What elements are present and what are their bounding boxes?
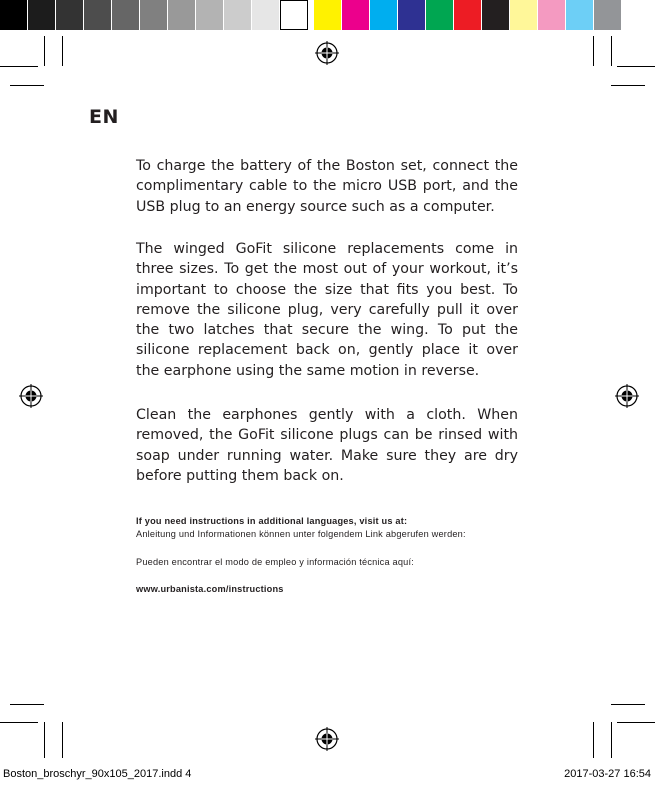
instructions-url[interactable]: www.urbanista.com/instructions [136,584,284,594]
paragraph-text: To charge the battery of the Boston set, connect the complimentary cable to the micro USB port, and the USB plug to an energy source such as a computer. [136,158,518,215]
crop-mark [62,36,63,66]
color-swatch [454,0,482,30]
registration-mark-icon [315,727,339,751]
gray-swatch [84,0,112,30]
instructions-german: Anleitung und Informationen können unter folgendem Link abgerufen werden: [136,529,466,539]
gray-swatch [0,0,28,30]
color-swatch [482,0,510,30]
crop-mark [617,66,655,67]
crop-mark [593,36,594,66]
color-swatch [370,0,398,30]
crop-mark [611,36,612,66]
slug-filename: Boston_broschyr_90x105_2017.indd 4 [3,768,192,780]
gray-swatch [224,0,252,30]
color-swatch [342,0,370,30]
color-swatch [594,0,622,30]
silicone-paragraph [136,239,518,381]
crop-mark [0,66,38,67]
registration-mark-icon [19,384,43,408]
registration-mark-icon [315,41,339,65]
instructions-spanish: Pueden encontrar el modo de empleo y información técnica aquí: [136,557,414,567]
gray-swatch [28,0,56,30]
printer-color-bar [0,0,622,30]
crop-mark [44,36,45,66]
crop-mark [62,722,63,758]
gray-swatch [140,0,168,30]
crop-mark [617,722,655,723]
crop-mark [10,85,44,86]
color-swatch [510,0,538,30]
crop-mark [44,722,45,758]
charging-paragraph [136,156,518,217]
language-heading: EN [89,106,119,128]
gray-swatch [112,0,140,30]
color-swatch [398,0,426,30]
crop-mark [593,722,594,758]
crop-mark [611,704,645,705]
instructions-heading: If you need instructions in additional languages, visit us at: [136,516,408,526]
crop-mark [611,722,612,758]
color-swatch [566,0,594,30]
crop-mark [611,85,645,86]
gray-swatch [196,0,224,30]
paragraph-text: Clean the earphones gently with a cloth. When removed, the GoFit silicone plugs can be rinsed with soap under running water. Make sure they are dry before putting them back on. [136,407,518,484]
color-swatch [538,0,566,30]
registration-mark-icon [615,384,639,408]
crop-mark [0,722,38,723]
gray-swatch [168,0,196,30]
color-swatch [426,0,454,30]
gray-swatch [252,0,280,30]
slug-timestamp: 2017-03-27 16:54 [564,768,651,780]
paragraph-text: The winged GoFit silicone replacements come in three sizes. To get the most out of your workout, it’s important to choose the size that fits you best. To remove the silicone plug, very carefully pull it over the two latches that secure the wing. To put the silicone replacement back on, gently place it over the earphone using the same motion in reverse. [136,241,518,379]
gray-swatch [280,0,308,30]
crop-mark [10,704,44,705]
gray-swatch [56,0,84,30]
color-swatch [314,0,342,30]
cleaning-paragraph [136,405,518,486]
